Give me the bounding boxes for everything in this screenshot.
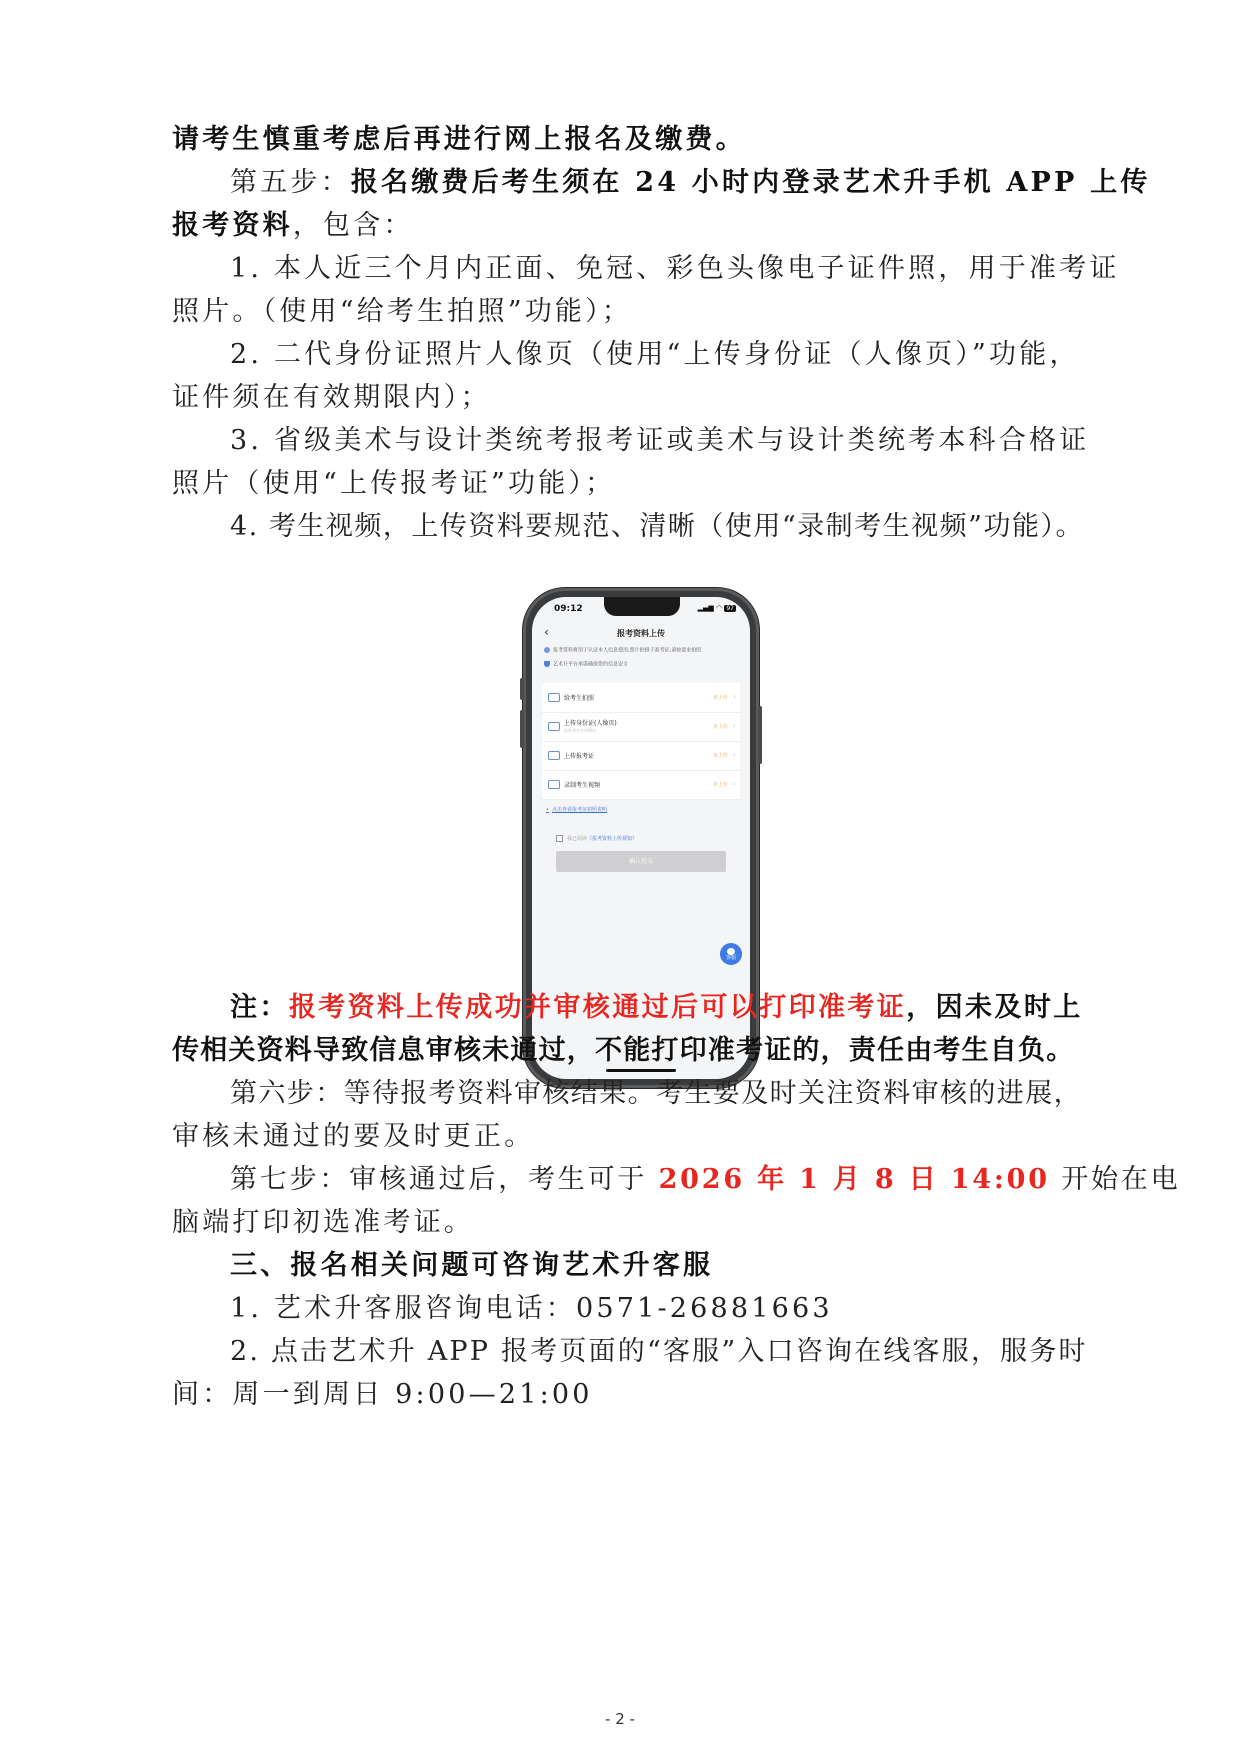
- step5-prefix: 第五步：: [230, 167, 351, 198]
- photo-instructions-link[interactable]: [546, 806, 607, 813]
- phone-volume-button: [520, 710, 524, 748]
- camera-icon: [548, 693, 560, 702]
- note-label: 注：: [230, 992, 289, 1023]
- dot-icon: •: [546, 807, 549, 813]
- chevron-right-icon: ›: [732, 750, 736, 759]
- upload-row-video[interactable]: [542, 770, 740, 800]
- upload-status: 未上传: [712, 695, 728, 701]
- step7-line-2: 脑端打印初选准考证。: [172, 1207, 474, 1238]
- upload-row-idcard[interactable]: [542, 712, 740, 742]
- step5-bold: 报名缴费后考生须在 24 小时内登录艺术升手机 APP 上传: [350, 167, 1151, 198]
- agree-prefix: 我已阅读: [567, 836, 588, 842]
- agreement-checkbox[interactable]: [556, 835, 637, 842]
- cs-label: 客服: [725, 955, 736, 961]
- notice-line: [544, 661, 738, 669]
- item1-line-1: 1. 本人近三个月内正面、免冠、彩色头像电子证件照，用于准考证: [230, 253, 1120, 284]
- step6-line-2: 审核未通过的要及时更正。: [172, 1121, 535, 1152]
- upload-row-sub: 证件须在有效期内: [564, 728, 596, 733]
- upload-row-label: 上传报考证: [564, 753, 595, 760]
- upload-row-photo[interactable]: [542, 683, 740, 713]
- upload-status: 未上传: [712, 782, 728, 788]
- notice-text: 报考资料将用于认证本人信息使用,照片拍摄于准考证,请按要求拍照: [553, 647, 702, 654]
- upload-row-label: 上传身份证(人像页): [564, 720, 617, 727]
- chevron-right-icon: ›: [732, 692, 736, 701]
- upload-status: 未上传: [712, 753, 728, 759]
- battery-icon: 97: [726, 605, 734, 612]
- step5-line-2: [172, 206, 1072, 246]
- step7-date: 2026 年 1 月 8 日 14:00: [658, 1164, 1050, 1195]
- upload-row-exam-cert[interactable]: [542, 741, 740, 771]
- step5-line-1: [230, 163, 1151, 203]
- step6-line-1: 第六步：等待报考资料审核结果。考生要及时关注资料审核的进展，: [230, 1078, 1082, 1109]
- upload-list: [542, 683, 740, 799]
- user-icon: [544, 647, 550, 653]
- step7-prefix: 第七步：审核通过后，考生可于: [230, 1164, 659, 1195]
- item4-line: 4. 考生视频，上传资料要规范、清晰（使用“录制考生视频”功能）。: [230, 511, 1084, 542]
- note-line-2: 传相关资料导致信息审核未通过，不能打印准考证的，责任由考生自负。: [172, 1035, 1075, 1066]
- phone-volume-button: [520, 678, 524, 700]
- upload-status: 未上传: [712, 724, 728, 730]
- id-card-icon: [548, 722, 560, 731]
- document-icon: [548, 751, 560, 760]
- notice-box: [544, 647, 738, 668]
- page-number: - 2 -: [605, 1710, 635, 1728]
- chevron-right-icon: ›: [732, 721, 736, 730]
- customer-service-button[interactable]: [720, 943, 742, 965]
- notice-text: 艺术升平台承诺确保您的信息安全: [553, 661, 629, 667]
- step5-include: ，包含：: [292, 210, 414, 241]
- submit-button[interactable]: 确认提交: [556, 851, 726, 872]
- contact-app-line-1: 2. 点击艺术升 APP 报考页面的“客服”入口咨询在线客服，服务时: [230, 1336, 1088, 1367]
- chevron-right-icon: ›: [732, 779, 736, 788]
- phone-power-button: [758, 706, 762, 764]
- item3-line-1: 3. 省级美术与设计类统考报考证或美术与设计类统考本科合格证: [230, 425, 1090, 456]
- checkbox-icon[interactable]: [556, 835, 563, 842]
- notice-line: [544, 647, 738, 655]
- item2-line-1: 2. 二代身份证照片人像页（使用“上传身份证（人像页）”功能，: [230, 339, 1080, 370]
- wifi-icon: ◠: [716, 604, 723, 612]
- agent-icon: [727, 948, 735, 955]
- note-rest: ，因未及时上: [906, 992, 1083, 1023]
- help-link-text: 点击查看报考证拍照说明: [551, 807, 607, 813]
- phone-notch: [604, 597, 680, 616]
- contact-phone: 1. 艺术升客服咨询电话：0571-26881663: [230, 1293, 833, 1324]
- video-icon: [548, 780, 560, 789]
- step7-suffix: 开始在电: [1049, 1164, 1181, 1195]
- text-line-1: 请考生慎重考虑后再进行网上报名及缴费。: [172, 124, 746, 155]
- upload-row-label: 给考生拍照: [564, 695, 595, 702]
- back-icon[interactable]: ‹: [544, 625, 549, 639]
- step5-materials: 报考资料: [172, 210, 293, 241]
- step7-line-1: [230, 1160, 1181, 1200]
- agreement-link[interactable]: 《报考资料上传须知》: [587, 836, 638, 842]
- note-line-1: [230, 988, 1083, 1028]
- status-icons: [698, 604, 736, 612]
- item3-line-2: 照片（使用“上传报考证”功能）；: [172, 468, 616, 499]
- upload-row-label: 录制考生视频: [564, 782, 601, 789]
- screen-title: 报考资料上传: [617, 629, 665, 638]
- item1-line-2: 照片。（使用“给考生拍照”功能）；: [172, 296, 633, 327]
- section-3-heading: 三、报名相关问题可咨询艺术升客服: [230, 1250, 714, 1281]
- signal-icon: ▂▄▆: [697, 604, 714, 612]
- contact-app-line-2: 间：周一到周日 9:00—21:00: [172, 1379, 593, 1410]
- item2-line-2: 证件须在有效期限内）；: [172, 382, 491, 413]
- status-time: 09:12: [554, 604, 583, 614]
- shield-icon: [544, 661, 550, 667]
- note-red-text: 报考资料上传成功并审核通过后可以打印准考证: [288, 992, 907, 1023]
